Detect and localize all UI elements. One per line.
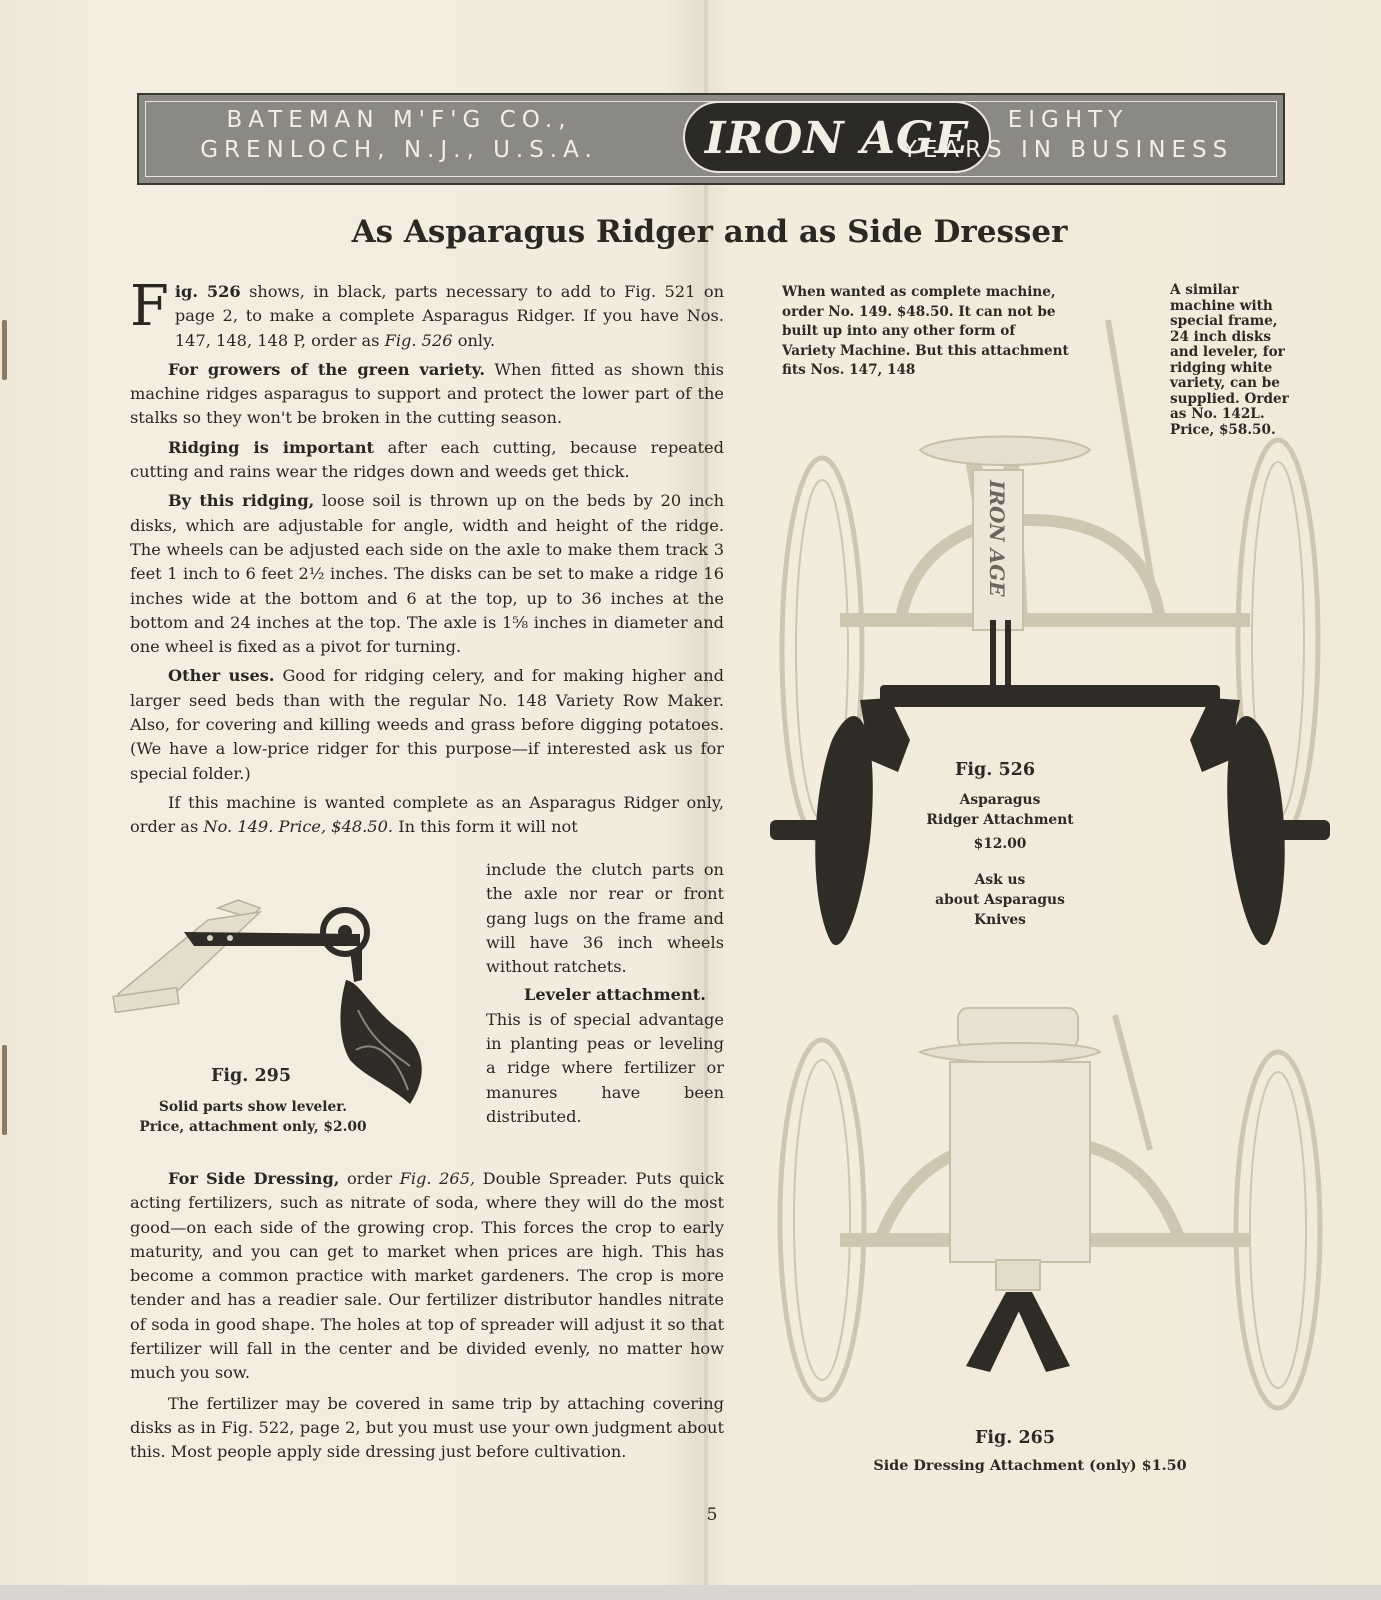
page-number: 5 — [706, 1505, 718, 1525]
ask-line1: Ask us — [974, 872, 1026, 888]
note-complete-machine: When wanted as complete machine, order No. 149. $48.50. It can not be built up into any other form of Variety Machine. But this attachment fits Nos. 147, 148 — [782, 284, 1069, 379]
company-line2: GRENLOCH, N.J., U.S.A. — [200, 137, 598, 163]
fig295-label: Fig. 295 — [210, 1066, 292, 1086]
banner-years — [893, 105, 1243, 165]
fig265-caption: Side Dressing Attachment (only) $1.50 — [873, 1457, 1187, 1474]
years-line1: EIGHTY — [1007, 107, 1129, 133]
leveler-bar — [184, 932, 360, 946]
complete-order-text2: In this form it will not — [393, 817, 578, 837]
paragraph-text: loose soil is thrown up on the beds by 20 inch disks, which are adjustable for angle, width and height of the ridge. The wheels can be adjusted each side on the axle to make them track 3 feet 1 inch to 6 feet 2½ inches. The disks can be set to make a ridge 16 inches wide at the bottom and 6 at the top, up to 36 inches at the bottom and 24 inches at the top. The axle is 1⅝ inches in diameter and one wheel is fixed as a pivot for turning. — [130, 491, 724, 657]
ridger-right-disk — [1227, 716, 1330, 945]
company-line1: BATEMAN M'F'G CO., — [226, 107, 572, 133]
fig526-label: Fig. 526 — [954, 760, 1036, 780]
leveler-shank — [340, 948, 421, 1104]
ask-line2: about Asparagus — [935, 892, 1065, 908]
header-banner — [137, 93, 1285, 185]
paragraph-by-this-ridging — [130, 489, 724, 659]
narrow-text-column — [486, 858, 724, 1133]
fig295-caption-line1: Solid parts show leveler. — [158, 1099, 348, 1115]
drop-cap: F — [130, 274, 169, 339]
banner-company — [179, 105, 619, 165]
ask-line3: Knives — [974, 912, 1026, 928]
fig295-caption — [122, 1097, 384, 1137]
side-dressing-text2: Double Spreader. Puts quick acting fertilizers, such as nitrate of soda, where they will do the most good—on each side of the growing crop. This forces the crop to early maturity, and you can get to market when prices are high. This has become a common practice with market gardeners. The crop is more tender and has a readier sale. Our fertilizer distributor handles nitrate of soda in good shape. The holes at top of spreader will adjust it so that fertilizer will fall in the center and be divided evenly, no matter how much you sow. — [130, 1169, 724, 1383]
paragraph-green-variety — [130, 358, 724, 431]
narrow-continuation: include the clutch parts on the axle nor rear or front gang lugs on the frame and will have 36 inch wheels without ratchets. — [486, 860, 724, 977]
fig526-ask-note — [920, 870, 1080, 930]
side-dressing-spout — [966, 1292, 1070, 1372]
note-similar-machine: A similar machine with special frame, 24 inch disks and leveler, for ridging white variety, can be supplied. Order as No. 142L. Price, $58.50. — [1170, 282, 1289, 438]
paragraph-lead: By this ridging, — [168, 491, 315, 511]
paragraph-complete-order — [130, 791, 724, 840]
side-dressing-paragraph — [130, 1167, 724, 1386]
paragraph-ridging-important — [130, 436, 724, 485]
side-dressing-fig: Fig. 265, — [399, 1169, 476, 1188]
side-dressing-text1: order — [339, 1169, 400, 1188]
staple-bottom — [2, 1045, 7, 1135]
fig526-caption-line2: Ridger Attachment — [926, 812, 1074, 828]
staple-top — [2, 320, 7, 380]
leveler-wheel — [323, 910, 367, 954]
paragraph-lead: Ridging is important — [168, 437, 374, 457]
ridger-attachment-bar — [860, 620, 1240, 772]
seat-iron-age-text: IRON AGE — [985, 480, 1009, 597]
lower-text-column — [130, 1167, 724, 1471]
fig526-caption — [920, 790, 1080, 854]
intro-text2: only. — [452, 330, 496, 350]
complete-order-italic: No. 149. Price, $48.50. — [203, 817, 394, 837]
main-text-column — [130, 274, 724, 845]
side-dressing-lead: For Side Dressing, — [168, 1169, 340, 1188]
intro-paragraph — [130, 274, 724, 353]
scan-background-strip — [0, 1585, 1381, 1600]
leveler-heading — [486, 983, 724, 1007]
paragraph-text: When fitted as shown this machine ridges asparagus to support and protect the lower part of the stalks so they won't be broken in the cutting season. — [130, 359, 724, 428]
intro-fig-italic: Fig. 526 — [384, 330, 453, 350]
complete-order-text1: If this machine is wanted complete as an Asparagus Ridger only, order as — [130, 792, 724, 837]
intro-text1: shows, in black, parts necessary to add to Fig. 521 on page 2, to make a complete Asparagus Ridger. If you have Nos. 147, 148, 148 P, order as — [174, 282, 724, 350]
leveler-frame-ghost — [113, 900, 260, 1012]
intro-fig-ref: ig. 526 — [174, 282, 241, 301]
fig295-caption-line2: Price, attachment only, $2.00 — [139, 1119, 367, 1135]
fig526-price: $12.00 — [973, 836, 1027, 852]
paragraph-text: Good for ridging celery, and for making higher and larger seed beds than with the regular No. 148 Variety Row Maker. Also, for covering and killing weeds and grass before digging potatoes. (We have a low-price ridger for this purpose—if interested ask us for special folder.) — [130, 666, 724, 783]
fig526-caption-line1: Asparagus — [959, 792, 1041, 808]
paragraph-lead: For growers of the green variety. — [168, 359, 485, 379]
page-title: As Asparagus Ridger and as Side Dresser — [351, 214, 1068, 250]
fig265-illustration — [770, 1000, 1330, 1440]
leveler-text: This is of special advantage in planting peas or leveling a ridge where fertilizer or manures have been distributed. — [486, 1009, 724, 1126]
paragraph-lead: Other uses. — [168, 666, 275, 686]
final-paragraph: The fertilizer may be covered in same trip by attaching covering disks as in Fig. 522, page 2, but you must use your own judgment about this. Most people apply side dressing just before cultivation. — [130, 1393, 724, 1462]
paragraph-text: after each cutting, because repeated cutting and rains wear the ridges down and weeds get thick. — [130, 437, 724, 482]
paragraph-other-uses — [130, 664, 724, 785]
spreader-hopper — [920, 1008, 1100, 1290]
iron-age-logo: IRON AGE — [704, 113, 970, 164]
leveler-lead: Leveler attachment. — [524, 985, 706, 1005]
years-line2: YEARS IN BUSINESS — [902, 137, 1234, 163]
fig265-label: Fig. 265 — [974, 1428, 1056, 1448]
